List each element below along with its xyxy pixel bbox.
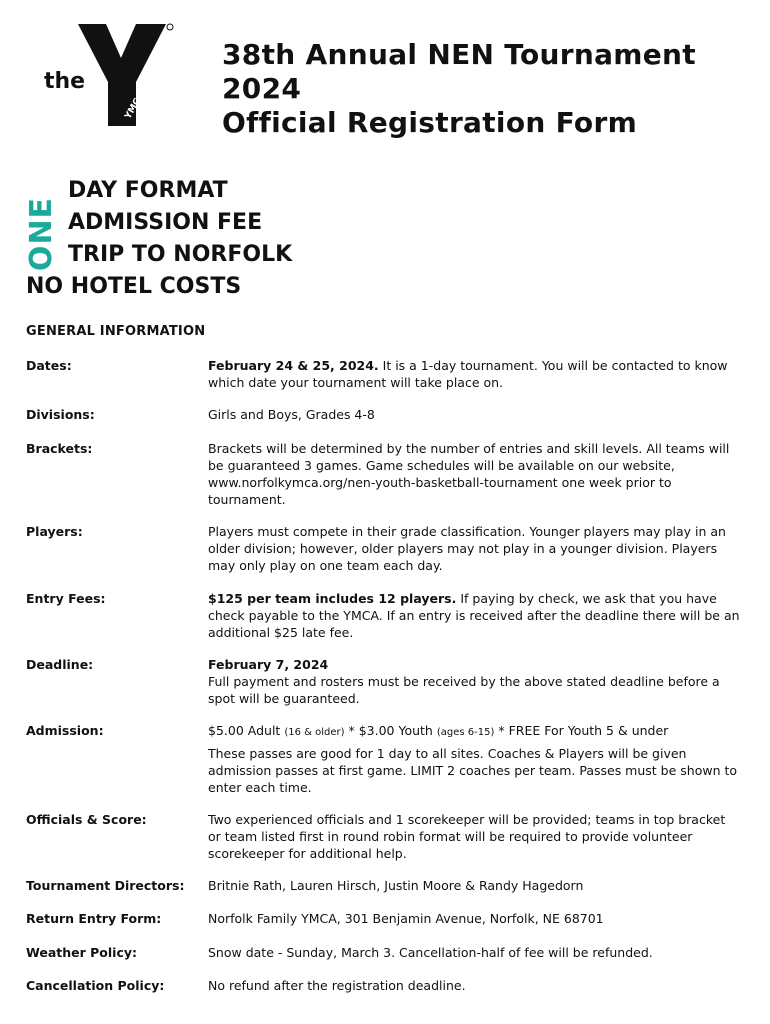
one-word: ONE [24, 196, 59, 272]
dates-value [208, 357, 740, 391]
promo-block [26, 176, 326, 306]
ymca-y-icon [44, 22, 176, 128]
admission-text: These passes are good for 1 day to all sites. Coaches & Players will be given admission passes at first game. LIMIT 2 coaches per team. Passes must be shown to enter each time. [208, 746, 738, 795]
promo-hotel-text: HOTEL COSTS [70, 274, 242, 299]
admission-youth-note: (ages 6-15) [436, 727, 495, 738]
promo-line-admission: ADMISSION FEE [68, 210, 263, 235]
divisions-label: Divisions: [26, 407, 95, 422]
admission-value [208, 722, 740, 796]
entry-fees-label: Entry Fees: [26, 591, 106, 606]
admission-adult-note: (16 & older) [284, 727, 345, 738]
title-line-1: 38th Annual NEN Tournament 2024 [222, 38, 696, 105]
players-value: Players must compete in their grade classification. Younger players may play in an older division; however, older players may not play in a younger division. Players may only play on one team each day. [208, 524, 726, 573]
dates-label: Dates: [26, 358, 72, 373]
admission-adult: $5.00 Adult [208, 723, 281, 738]
return-form-label: Return Entry Form: [26, 911, 162, 926]
cancellation-label: Cancellation Policy: [26, 978, 165, 993]
admission-free: * FREE For Youth 5 & under [498, 723, 669, 738]
deadline-label: Deadline: [26, 657, 94, 672]
logo-the-text: the [44, 69, 86, 94]
deadline-text: Full payment and rosters must be received by the above stated deadline before a spot will be guaranteed. [208, 674, 720, 706]
return-form-value: Norfolk Family YMCA, 301 Benjamin Avenue, Norfolk, NE 68701 [208, 911, 604, 926]
players-label: Players: [26, 524, 83, 539]
weather-value: Snow date - Sunday, March 3. Cancellation-half of fee will be refunded. [208, 945, 653, 960]
directors-label: Tournament Directors: [26, 878, 185, 893]
ymca-logo [44, 22, 176, 128]
title-line-2: Official Registration Form [222, 106, 638, 139]
entry-fees-text: If paying by check, we ask that you have check payable to the YMCA. If an entry is received after the deadline there will be an additional $25 late fee. [208, 591, 740, 640]
logo-ymca-text: YMCA [123, 90, 147, 121]
brackets-value: Brackets will be determined by the number of entries and skill levels. All teams will be guaranteed 3 games. Game schedules will be available on our website, www.norfolkymca.org/nen-youth-basketball-tournament one week prior to tournament. [208, 441, 730, 507]
divisions-value: Girls and Boys, Grades 4-8 [208, 407, 375, 422]
cancellation-value: No refund after the registration deadline. [208, 978, 466, 993]
dates-lead: February 24 & 25, 2024. [208, 358, 379, 373]
directors-value: Britnie Rath, Lauren Hirsch, Justin Moore & Randy Hagedorn [208, 878, 584, 893]
page-title [222, 38, 770, 140]
entry-fees-lead: $125 per team includes 12 players. [208, 591, 457, 606]
admission-label: Admission: [26, 723, 104, 738]
officials-label: Officials & Score: [26, 812, 147, 827]
brackets-label: Brackets: [26, 441, 93, 456]
promo-line-trip: TRIP TO NORFOLK [68, 242, 293, 267]
entry-fees-value [208, 590, 740, 641]
admission-youth: * $3.00 Youth [348, 723, 433, 738]
promo-line-hotel [26, 274, 241, 300]
officials-value: Two experienced officials and 1 scorekeeper will be provided; teams in top bracket or team listed first in round robin format will be required to provide volunteer scorekeeper for additional help. [208, 812, 726, 861]
dates-text: It is a 1-day tournament. You will be contacted to know which date your tournament will take place on. [208, 358, 728, 390]
general-info-heading: GENERAL INFORMATION [26, 324, 206, 339]
weather-label: Weather Policy: [26, 945, 137, 960]
no-word: NO [26, 274, 64, 299]
promo-line-day-format: DAY FORMAT [68, 178, 228, 203]
deadline-value [208, 656, 740, 707]
deadline-date: February 7, 2024 [208, 657, 329, 672]
